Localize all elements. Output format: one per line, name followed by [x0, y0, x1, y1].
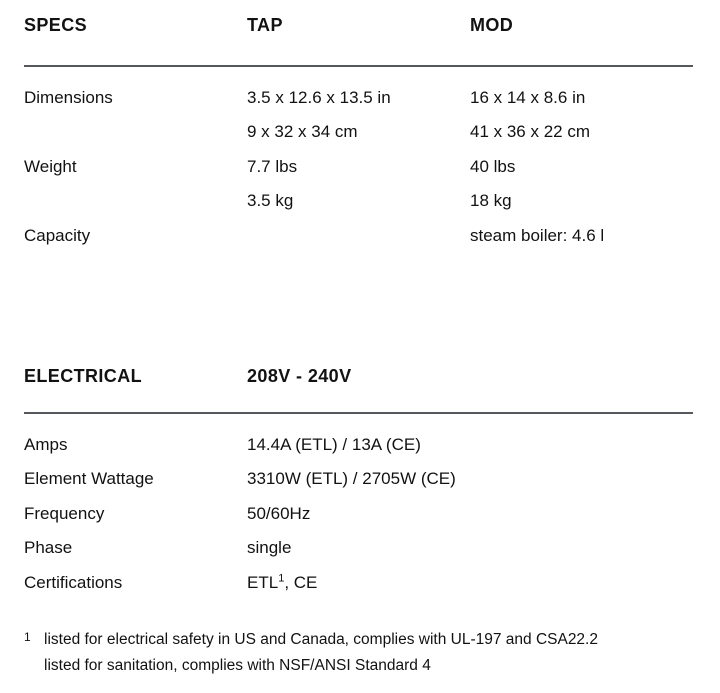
electrical-value: 50/60Hz — [247, 503, 311, 523]
spec-label: Capacity — [24, 225, 91, 245]
spec-label — [24, 115, 247, 149]
electrical-value: 3310W (ETL) / 2705W (CE) — [247, 469, 456, 489]
electrical-label: Certifications — [24, 572, 123, 592]
specs-section — [24, 14, 693, 253]
footnote-reference: 1 — [278, 572, 285, 584]
specs-rows — [24, 81, 693, 253]
electrical-label: Phase — [24, 538, 73, 558]
certifications-value-pre: ETL — [247, 572, 279, 592]
electrical-label: Amps — [24, 435, 68, 455]
specs-section-title: SPECS — [24, 15, 88, 35]
electrical-value certifications-value — [247, 566, 693, 600]
electrical-header-row — [24, 365, 693, 387]
specs-divider — [24, 65, 693, 67]
spec-label: Weight — [24, 156, 77, 176]
tap-value: 3.5 x 12.6 x 13.5 in — [247, 88, 391, 107]
electrical-section-title: ELECTRICAL — [24, 366, 142, 387]
spec-label — [24, 184, 247, 218]
column-heading-mod: MOD — [470, 15, 514, 35]
mod-value: 41 x 36 x 22 cm — [470, 122, 591, 142]
electrical-label: Frequency — [24, 503, 105, 523]
electrical-value: 14.4A (ETL) / 13A (CE) — [247, 435, 421, 455]
spec-label: Dimensions — [24, 88, 113, 107]
electrical-rows — [24, 428, 693, 600]
electrical-section — [24, 365, 693, 600]
electrical-divider — [24, 412, 693, 414]
footnote-text — [44, 627, 598, 679]
certifications-value-post: , CE — [284, 572, 318, 592]
electrical-label: Element Wattage — [24, 469, 154, 489]
specs-header-row — [24, 14, 693, 36]
footnote-line: listed for sanitation, complies with NSF/ANSI Standard 4 — [44, 657, 431, 675]
footnote-marker: 1 — [24, 630, 31, 645]
mod-value: 40 lbs — [470, 156, 516, 176]
footnote-line: listed for electrical safety in US and Canada, complies with UL-197 and CSA22.2 — [44, 631, 598, 649]
tap-value: 9 x 32 x 34 cm — [247, 122, 358, 142]
mod-value: 18 kg — [470, 191, 512, 211]
tap-value: 3.5 kg — [247, 191, 294, 211]
column-heading-tap: TAP — [247, 15, 283, 35]
electrical-value: single — [247, 538, 292, 558]
mod-value: 16 x 14 x 8.6 in — [470, 88, 586, 107]
tap-value — [247, 219, 470, 253]
mod-value: steam boiler: 4.6 l — [470, 225, 605, 245]
voltage-heading: 208V - 240V — [247, 366, 352, 387]
tap-value: 7.7 lbs — [247, 156, 298, 176]
footnote — [24, 627, 693, 679]
